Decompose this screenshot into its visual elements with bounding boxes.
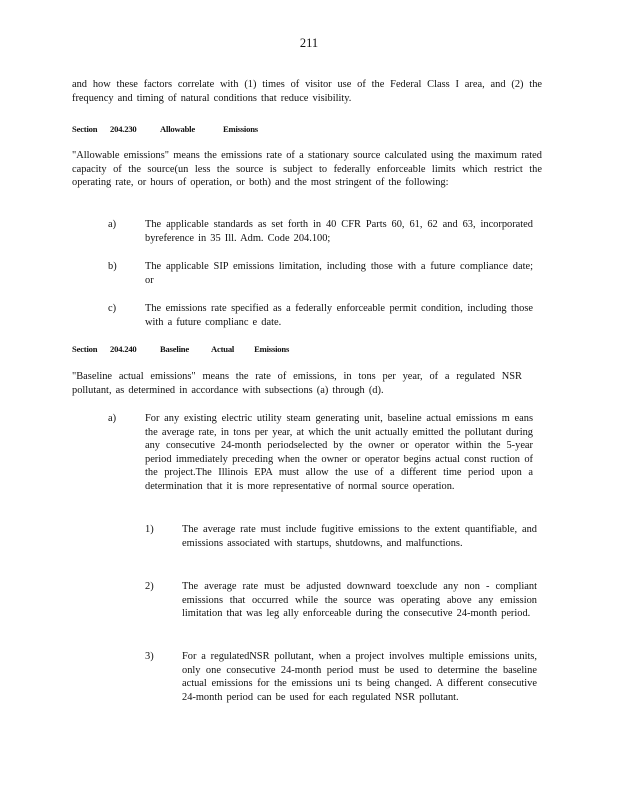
section-label: Section: [72, 124, 98, 134]
page-number: 211: [299, 36, 319, 50]
list-marker: 3): [145, 651, 154, 662]
list-item-text: The applicable SIP emissions limitation, including those with a future compliance date; or: [145, 261, 533, 286]
section-label: Section: [72, 344, 98, 354]
list-marker: 2): [145, 581, 154, 592]
section-heading-204-240: [72, 344, 289, 354]
section-title-word: Allowable: [160, 124, 195, 134]
section-heading-204-230: [72, 124, 258, 134]
baseline-actual-emissions-definition: "Baseline actual emissions" means the rate of emissions, in tons per year, of a regulated NSR pollutant, as determined in accordance with subsections (a) through (d).: [72, 371, 522, 396]
list-item-text: The average rate must include fugitive emissions to the extent quantifiable, and emissions associated with startups, shutdowns, and malfunctions.: [182, 524, 537, 549]
intro-paragraph: and how these factors correlate with (1) times of visitor use of the Federal Class I area, and (2) the frequency and timing of natural conditions that reduce visibility.: [72, 79, 542, 104]
allowable-emissions-definition: "Allowable emissions" means the emissions rate of a stationary source calculated using the maximum rated capacity of the source(un less the source is subject to federally enforceable limits which restrict the operating rate, or hours of operation, or both) and the most stringent of the following:: [72, 150, 542, 189]
list-item-text: For a regulatedNSR pollutant, when a project involves multiple emissions units, only one consecutive 24-month period must be used to determine the baseline actual emissions for the emissions uni ts being changed. A different consecutive 24-month period can be used for each regulated NSR pollutant.: [182, 651, 537, 703]
section-title-word: Baseline: [160, 344, 189, 354]
list-marker: b): [108, 261, 117, 272]
section-title-word: Actual: [210, 344, 235, 354]
section-title-word: Emissions: [254, 344, 290, 354]
list-marker: a): [108, 413, 117, 424]
list-marker: c): [108, 303, 117, 314]
section-title-word: Emissions: [222, 124, 258, 134]
list-item-text: The applicable standards as set forth in 40 CFR Parts 60, 61, 62 and 63, incorporated byreference in 35 Ill. Adm. Code 204.100;: [145, 219, 533, 244]
list-item-text: The emissions rate specified as a federally enforceable permit condition, including those with a future complianc e date.: [145, 303, 533, 328]
section-number: 204.240: [110, 344, 137, 354]
list-item-text: The average rate must be adjusted downward toexclude any non - compliant emissions that occurred while the source was operating above any emission limitation that was leg ally enforceable during the consecutive 24-month period.: [182, 581, 537, 620]
list-marker: a): [108, 219, 117, 230]
list-marker: 1): [145, 524, 154, 535]
section-number: 204.230: [110, 124, 137, 134]
list-item-text: For any existing electric utility steam generating unit, baseline actual emissions m eans the average rate, in tons per year, at which the unit actually emitted the pollutant during any consecutive 24-month periodselected by the owner or operator within the 5-year period immediately preceding when the owner or operator begins actual const ruction of the project.The Illinois EPA must allow the use of a different time period upon a determination that it is more representative of normal source operation.: [145, 413, 533, 492]
